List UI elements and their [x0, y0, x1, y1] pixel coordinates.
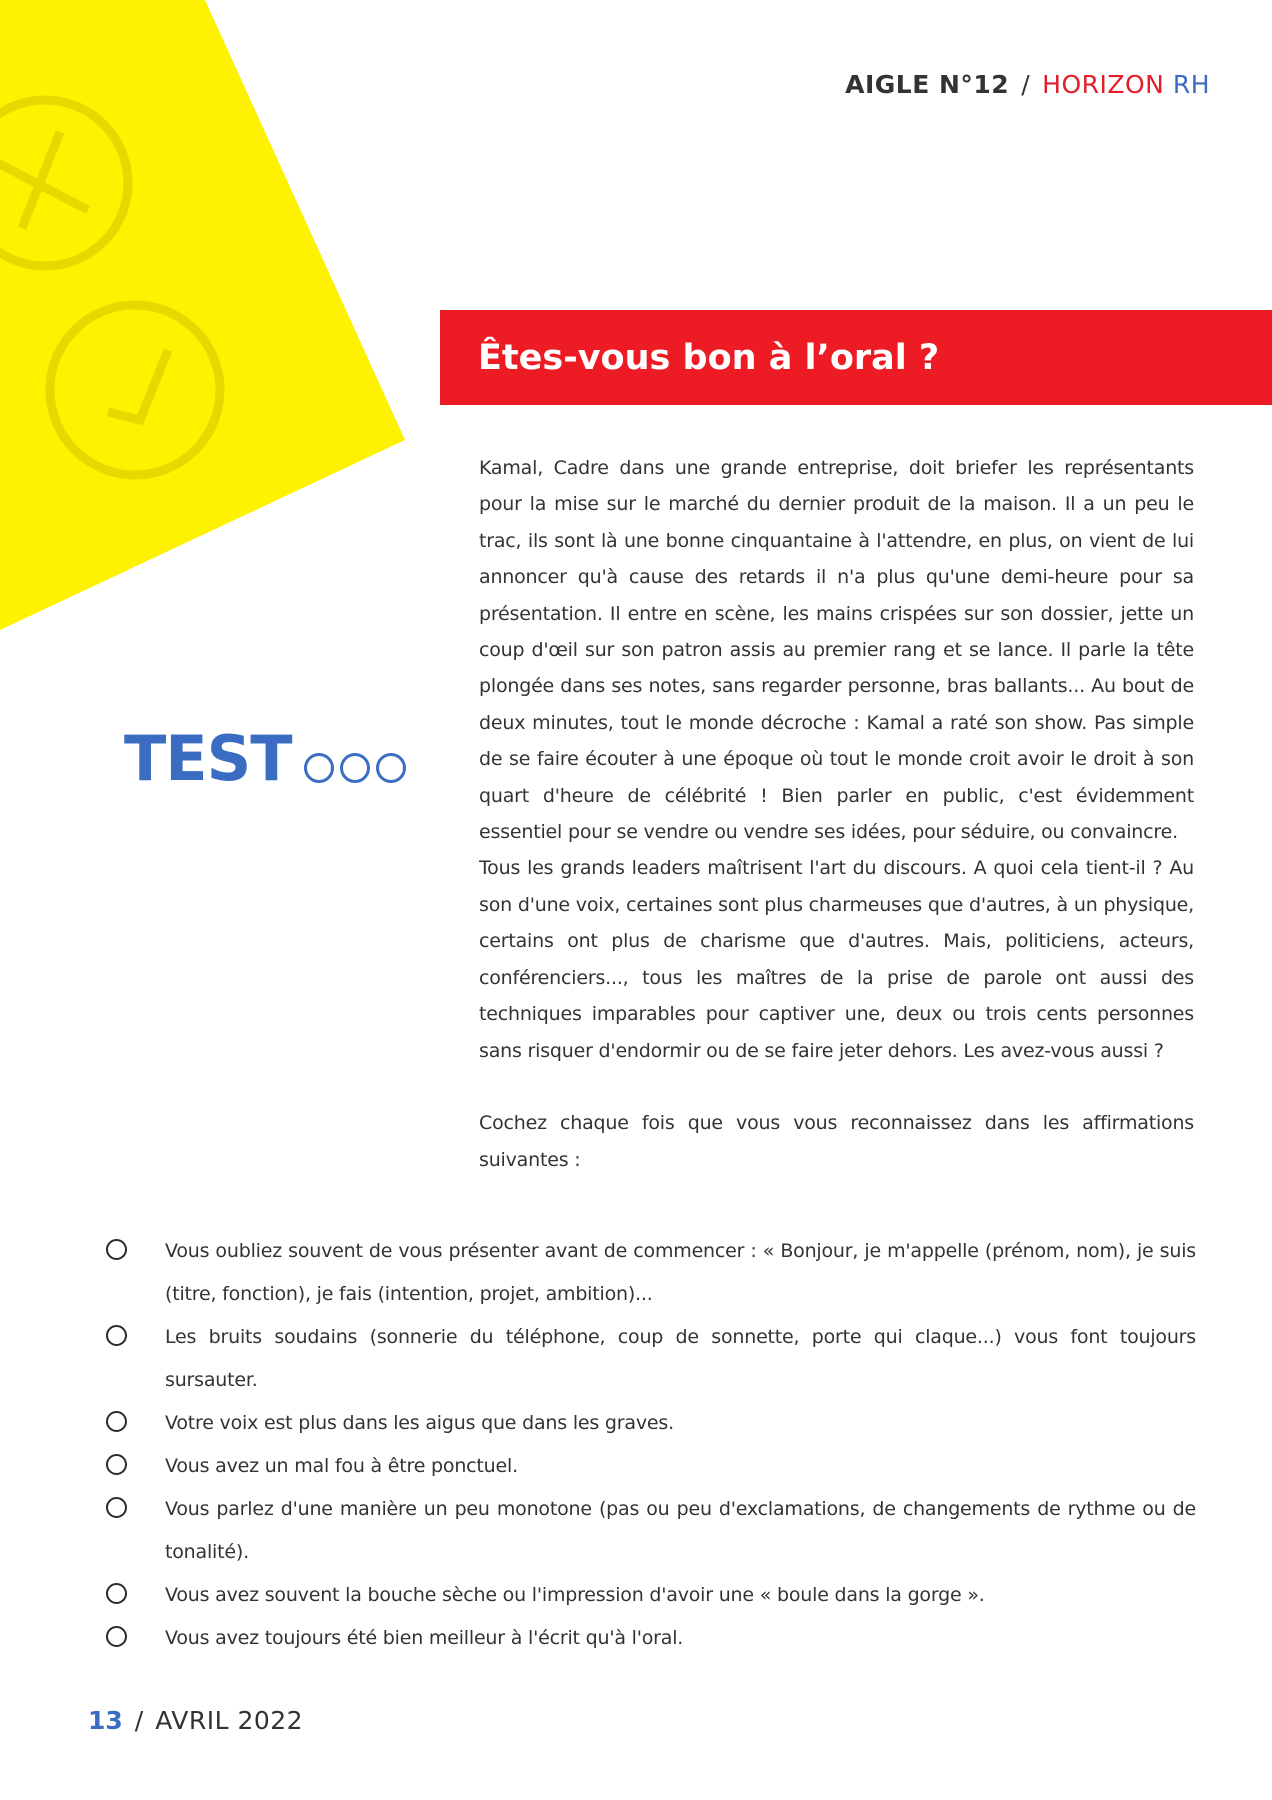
radio-checkbox[interactable] — [106, 1411, 127, 1432]
header-separator: / — [1021, 70, 1031, 99]
intro-paragraph: Tous les grands leaders maîtrisent l'art du discours. A quoi cela tient-il ? Au son d'une voix, certaines sont plus charmeuses que d'autres, à un physique, certains ont plus de charisme que d'autres. Mais, politiciens, acteurs, conférenciers..., tous les maîtres de la prise de parole ont aussi des techniques imparables pour captiver une, deux ou trois cents personnes sans risquer d'endormir ou de se faire jeter dehors. Les avez-vous aussi ? — [479, 857, 1194, 1062]
yellow-corner-decoration — [0, 0, 420, 640]
checklist-item-text: Vous avez toujours été bien meilleur à l'écrit qu'à l'oral. — [165, 1627, 684, 1649]
section-name-part2: RH — [1172, 70, 1210, 99]
radio-checkbox[interactable] — [106, 1626, 127, 1647]
title-banner — [440, 310, 1272, 405]
article-title: Êtes-vous bon à l’oral ? — [478, 337, 940, 378]
circle-icon — [340, 753, 370, 783]
checklist-item — [106, 1230, 1196, 1316]
page-header — [845, 70, 1210, 99]
magazine-issue: AIGLE N°12 — [845, 70, 1010, 99]
checklist-item — [106, 1617, 1196, 1660]
checklist-item — [106, 1316, 1196, 1402]
radio-checkbox[interactable] — [106, 1239, 127, 1260]
intro-text — [479, 450, 1194, 1178]
checklist-item — [106, 1488, 1196, 1574]
checklist-item-text: Vous oubliez souvent de vous présenter avant de commencer : « Bonjour, je m'appelle (prénom, nom), je suis (titre, fonction), je fais (intention, projet, ambition)... — [165, 1240, 1196, 1305]
instruction-text: Cochez chaque fois que vous vous reconnaissez dans les affirmations suivantes : — [479, 1112, 1194, 1171]
circle-icon — [304, 753, 334, 783]
page-footer — [88, 1706, 303, 1735]
checklist-item-text: Votre voix est plus dans les aigus que dans les graves. — [165, 1412, 674, 1434]
issue-date: AVRIL 2022 — [155, 1706, 304, 1735]
footer-separator: / — [134, 1706, 144, 1735]
test-word: TEST — [124, 722, 292, 795]
three-circles-icon — [304, 753, 406, 783]
radio-checkbox[interactable] — [106, 1325, 127, 1346]
statement-checklist — [106, 1230, 1196, 1660]
radio-checkbox[interactable] — [106, 1454, 127, 1475]
checklist-item-text: Vous avez un mal fou à être ponctuel. — [165, 1455, 518, 1477]
intro-paragraph: Kamal, Cadre dans une grande entreprise, doit briefer les représentants pour la mise sur le marché du dernier produit de la maison. Il a un peu le trac, ils sont là une bonne cinquantaine à l'attendre, en plus, on vient de lui annoncer qu'à cause des retards il n'a plus qu'une demi-heure pour sa présentation. Il entre en scène, les mains crispées sur son dossier, jette un coup d'œil sur son patron assis au premier rang et se lance. Il parle la tête plongée dans ses notes, sans regarder personne, bras ballants... Au bout de deux minutes, tout le monde décroche : Kamal a raté son show. Pas simple de se faire écouter à une époque où tout le monde croit avoir le droit à son quart d'heure de célébrité ! Bien parler en public, c'est évidemment essentiel pour se vendre ou vendre ses idées, pour séduire, ou convaincre. — [479, 457, 1194, 844]
section-name-part1: HORIZON — [1042, 70, 1165, 99]
checklist-item — [106, 1574, 1196, 1617]
checklist-item-text: Vous parlez d'une manière un peu monotone (pas ou peu d'exclamations, de changements de rythme ou de tonalité). — [165, 1498, 1196, 1563]
checklist-item-text: Les bruits soudains (sonnerie du téléphone, coup de sonnette, porte qui claque...) vous font toujours sursauter. — [165, 1326, 1196, 1391]
checklist-item-text: Vous avez souvent la bouche sèche ou l'impression d'avoir une « boule dans la gorge ». — [165, 1584, 985, 1606]
circle-icon — [376, 753, 406, 783]
checklist-item — [106, 1402, 1196, 1445]
test-label — [124, 722, 406, 795]
radio-checkbox[interactable] — [106, 1583, 127, 1604]
checklist-item — [106, 1445, 1196, 1488]
yellow-triangle-shape — [0, 0, 405, 630]
radio-checkbox[interactable] — [106, 1497, 127, 1518]
page-number: 13 — [88, 1706, 123, 1735]
